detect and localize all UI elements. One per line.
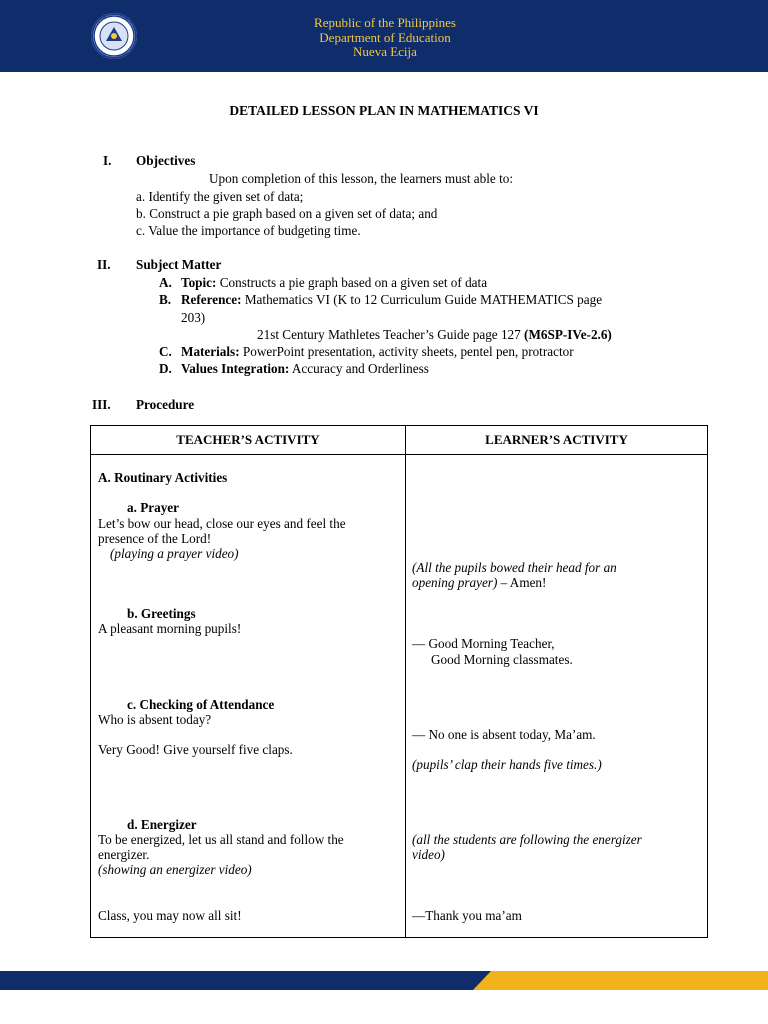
prayer-response-2-italic: opening prayer) xyxy=(412,575,498,590)
teacher-activity-header: TEACHER’S ACTIVITY xyxy=(91,426,406,455)
objectives-heading: Objectives xyxy=(136,153,196,168)
materials-line xyxy=(181,344,574,360)
values-label: Values Integration: xyxy=(181,361,290,376)
deped-seal-icon xyxy=(91,13,137,59)
reference-value-cont: 203) xyxy=(181,310,206,325)
energizer-line-3: Class, you may now all sit! xyxy=(98,908,242,923)
document-title: DETAILED LESSON PLAN IN MATHEMATICS VI xyxy=(229,103,539,118)
values-line xyxy=(181,361,429,377)
energizer-response-3: —Thank you ma’am xyxy=(412,908,522,923)
prayer-response-amen: – Amen! xyxy=(497,575,547,590)
topic-value: Constructs a pie graph based on a given set of data xyxy=(219,275,488,290)
reference-line-2 xyxy=(257,327,612,343)
reference-value: Mathematics VI (K to 12 Curriculum Guide MATHEMATICS page xyxy=(244,292,603,307)
greetings-heading: b. Greetings xyxy=(127,606,196,621)
prayer-note: (playing a prayer video) xyxy=(110,546,239,561)
prayer-heading: a. Prayer xyxy=(127,500,179,515)
subject-heading: Subject Matter xyxy=(136,257,222,272)
attendance-response-2: (pupils’ clap their hands five times.) xyxy=(412,757,602,772)
reference-letter: B. xyxy=(159,292,172,307)
objectives-intro: Upon completion of this lesson, the learners must able to: xyxy=(209,171,513,186)
header-text xyxy=(250,16,520,60)
reference-label: Reference: xyxy=(181,292,242,307)
subject-num: II. xyxy=(97,257,111,272)
footer-accent xyxy=(473,971,768,990)
attendance-heading: c. Checking of Attendance xyxy=(127,697,275,712)
energizer-response-2: video) xyxy=(412,847,445,862)
routinary-heading: A. Routinary Activities xyxy=(98,470,228,485)
materials-letter: C. xyxy=(159,344,172,359)
header-line-1: Republic of the Philippines xyxy=(314,15,456,30)
attendance-response-1: — No one is absent today, Ma’am. xyxy=(412,727,596,742)
materials-value: PowerPoint presentation, activity sheets, pentel pen, protractor xyxy=(242,344,574,359)
learner-activity-header: LEARNER’S ACTIVITY xyxy=(406,426,708,455)
energizer-line-2: energizer. xyxy=(98,847,150,862)
header-banner xyxy=(0,0,768,72)
reference-guide: 21st Century Mathletes Teacher’s Guide page 127 xyxy=(257,327,521,342)
procedure-table xyxy=(90,425,708,938)
topic-letter: A. xyxy=(159,275,172,290)
attendance-line-2: Very Good! Give yourself five claps. xyxy=(98,742,293,757)
procedure-heading: Procedure xyxy=(136,397,195,412)
prayer-response-1: (All the pupils bowed their head for an xyxy=(412,560,617,575)
greetings-response-2: Good Morning classmates. xyxy=(431,652,573,667)
objective-item-c: c. Value the importance of budgeting time. xyxy=(136,223,361,238)
greetings-line-1: A pleasant morning pupils! xyxy=(98,621,242,636)
header-line-3: Nueva Ecija xyxy=(353,44,417,59)
prayer-line-2: presence of the Lord! xyxy=(98,531,212,546)
energizer-heading: d. Energizer xyxy=(127,817,197,832)
energizer-line-1: To be energized, let us all stand and follow the xyxy=(98,832,344,847)
energizer-response-1: (all the students are following the energizer xyxy=(412,832,642,847)
header-line-2: Department of Education xyxy=(319,29,451,45)
greetings-response-1: — Good Morning Teacher, xyxy=(412,636,555,651)
objective-item-b: b. Construct a pie graph based on a given set of data; and xyxy=(136,206,438,221)
topic-line xyxy=(181,275,487,291)
energizer-note: (showing an energizer video) xyxy=(98,862,252,877)
reference-line xyxy=(181,292,602,308)
prayer-response-2 xyxy=(412,575,546,591)
attendance-line-1: Who is absent today? xyxy=(98,712,212,727)
procedure-num: III. xyxy=(92,397,111,412)
objectives-num: I. xyxy=(103,153,112,168)
teacher-activity-cell xyxy=(91,455,406,938)
objective-item-a: a. Identify the given set of data; xyxy=(136,189,304,204)
prayer-line-1: Let’s bow our head, close our eyes and feel the xyxy=(98,516,346,531)
values-value: Accuracy and Orderliness xyxy=(291,361,429,376)
materials-label: Materials: xyxy=(181,344,240,359)
reference-code: (M6SP-IVe-2.6) xyxy=(524,327,612,342)
values-letter: D. xyxy=(159,361,172,376)
topic-label: Topic: xyxy=(181,275,217,290)
learner-activity-cell xyxy=(406,455,708,938)
